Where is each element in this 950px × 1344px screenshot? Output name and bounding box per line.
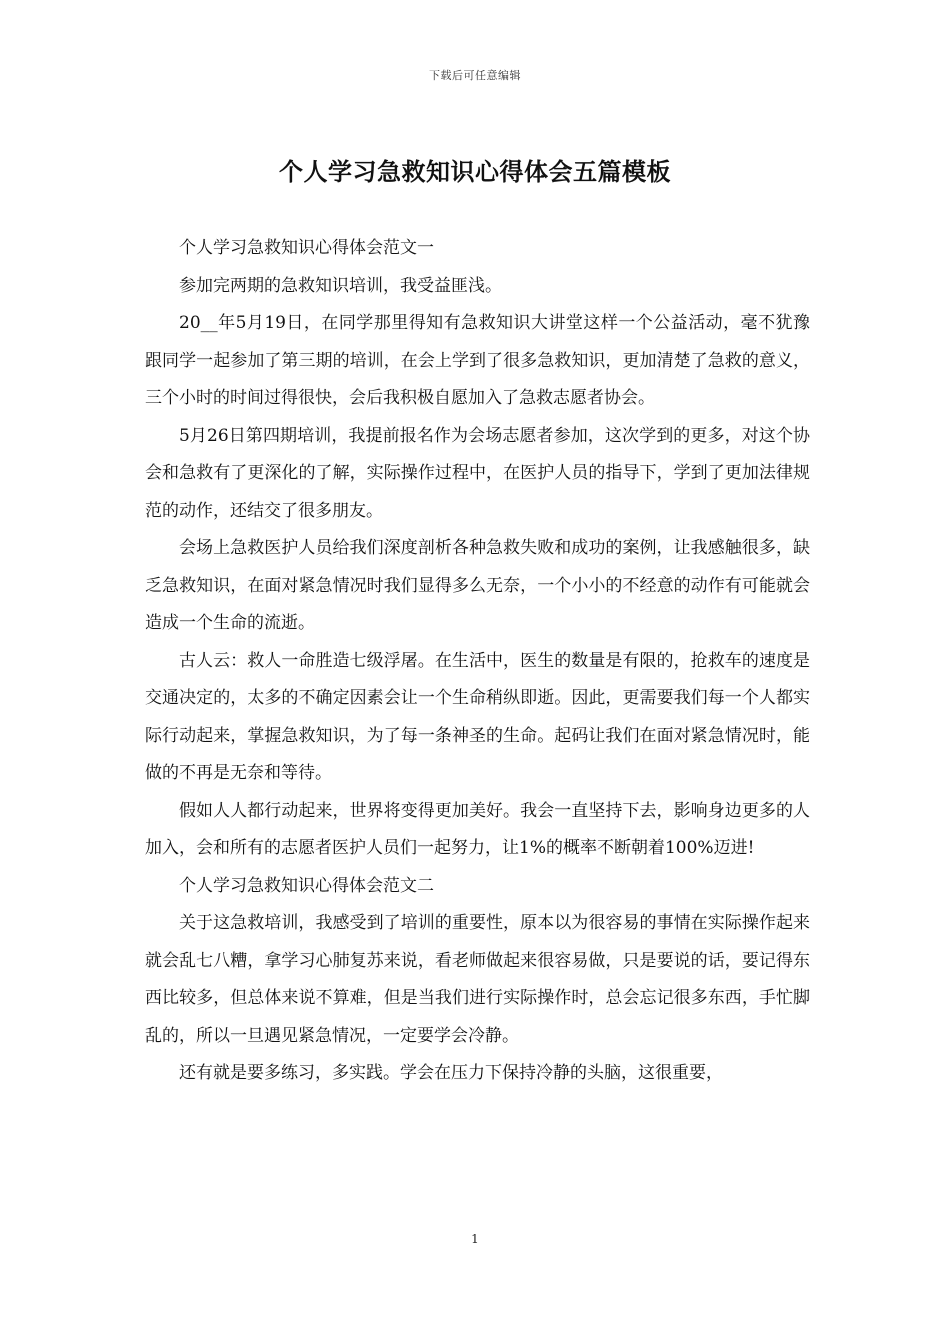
paragraph: 会场上急救医护人员给我们深度剖析各种急救失败和成功的案例，让我感触很多，缺乏急救知识，在面对紧急情况时我们显得多么无奈，一个小小的不经意的动作有可能就会造成一个生命的流逝。 xyxy=(145,538,810,633)
paragraph: 假如人人都行动起来，世界将变得更加美好。我会一直坚持下去，影响身边更多的人加入，会和所有的志愿者医护人员们一起努力，让1%的概率不断朝着100%迈进! xyxy=(145,800,810,858)
paragraph: 20__年5月19日，在同学那里得知有急救知识大讲堂这样一个公益活动，毫不犹豫跟同学一起参加了第三期的培训，在会上学到了很多急救知识，更加清楚了急救的意义，三个小时的时间过得很快，会后我积极自愿加入了急救志愿者协会。 xyxy=(145,313,810,408)
paragraph: 5月26日第四期培训，我提前报名作为会场志愿者参加，这次学到的更多，对这个协会和急救有了更深化的了解，实际操作过程中，在医护人员的指导下，学到了更加法律规范的动作，还结交了很多朋友。 xyxy=(145,425,810,521)
paragraph: 古人云：救人一命胜造七级浮屠。在生活中，医生的数量是有限的，抢救车的速度是交通决定的，太多的不确定因素会让一个生命稍纵即逝。因此，更需要我们每一个人都实际行动起来，掌握急救知识，为了每一条神圣的生命。起码让我们在面对紧急情况时，能做的不再是无奈和等待。 xyxy=(145,650,810,783)
page-number: 1 xyxy=(471,1232,479,1246)
paragraph: 还有就是要多练习，多实践。学会在压力下保持冷静的头脑，这很重要， xyxy=(179,1063,723,1083)
header-note: 下载后可任意编辑 xyxy=(429,69,521,82)
document-body xyxy=(145,230,810,1093)
section-heading-2: 个人学习急救知识心得体会范文二 xyxy=(179,875,434,896)
section-heading-1: 个人学习急救知识心得体会范文一 xyxy=(179,238,434,258)
document-title: 个人学习急救知识心得体会五篇模板 xyxy=(279,157,671,186)
paragraph: 参加完两期的急救知识培训，我受益匪浅。 xyxy=(179,275,502,296)
paragraph: 关于这急救培训，我感受到了培训的重要性，原本以为很容易的事情在实际操作起来就会乱七八糟，拿学习心肺复苏来说，看老师做起来很容易做，只是要说的话，要记得东西比较多，但总体来说不算难，但是当我们进行实际操作时，总会忘记很多东西，手忙脚乱的，所以一旦遇见紧急情况，一定要学会冷静。 xyxy=(145,913,810,1046)
